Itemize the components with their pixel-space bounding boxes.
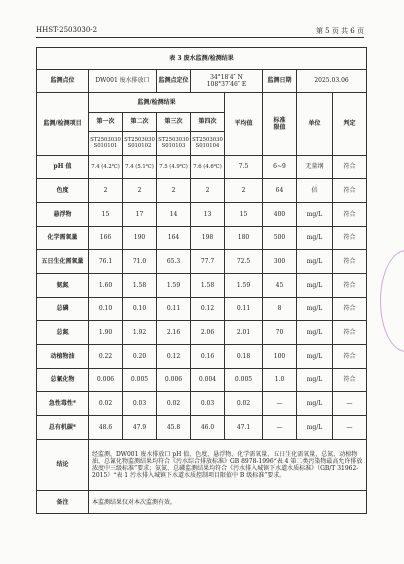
- result-value: 1.92: [123, 321, 157, 345]
- result-value: 166: [89, 226, 123, 250]
- result-value: 0.02: [157, 392, 191, 416]
- limit-value: 300: [263, 250, 297, 274]
- unit-value: mg/L: [297, 273, 333, 297]
- item-name: 色度: [37, 179, 89, 203]
- latitude: 34°18′4″ N: [210, 73, 243, 81]
- result-value: 45.8: [157, 415, 191, 439]
- result-value: 198: [191, 226, 225, 250]
- result-value: 76.1: [89, 250, 123, 274]
- unit-value: mg/L: [297, 368, 333, 392]
- limit-value: —: [263, 415, 297, 439]
- limit-value: —: [263, 392, 297, 416]
- unit-value: mg/L: [297, 321, 333, 345]
- unit-value: mg/L: [297, 392, 333, 416]
- header-rule: [36, 37, 364, 38]
- limit-value: 6~9: [263, 155, 297, 179]
- remark-label: 备注: [37, 491, 89, 514]
- judge-value: 符合: [333, 179, 367, 203]
- result-value: 1.60: [89, 273, 123, 297]
- result-value: 15: [89, 202, 123, 226]
- table-row: [37, 297, 367, 321]
- table-row: [37, 415, 367, 439]
- item-name: 悬浮物: [37, 202, 89, 226]
- average-header: 平均值: [225, 93, 263, 155]
- table-row: [37, 392, 367, 416]
- location-value: [191, 69, 263, 93]
- sample-id: ST2503030 S010102: [123, 131, 157, 155]
- item-name: 总有机碳*: [37, 415, 89, 439]
- result-value: 48.6: [89, 415, 123, 439]
- limit-value: 1.0: [263, 368, 297, 392]
- average-value: 0.11: [225, 297, 263, 321]
- item-name: 化学需氧量: [37, 226, 89, 250]
- result-value: 0.004: [191, 368, 225, 392]
- table-row: [37, 368, 367, 392]
- average-value: 0.02: [225, 392, 263, 416]
- result-value: 0.03: [191, 392, 225, 416]
- result-value: 71.0: [123, 250, 157, 274]
- result-value: 1.58: [191, 273, 225, 297]
- limit-value: 64: [263, 179, 297, 203]
- table-row: [37, 226, 367, 250]
- result-value: 0.16: [191, 344, 225, 368]
- table-row: [37, 179, 367, 203]
- unit-value: mg/L: [297, 250, 333, 274]
- average-value: 72.5: [225, 250, 263, 274]
- item-name: 急性毒性*: [37, 392, 89, 416]
- result-value: 13: [191, 202, 225, 226]
- item-name: 总氰化物: [37, 368, 89, 392]
- judge-value: 符合: [333, 368, 367, 392]
- unit-value: 无量纲: [297, 155, 333, 179]
- unit-value: 倍: [297, 179, 333, 203]
- table-row: [37, 344, 367, 368]
- table-row: [37, 155, 367, 179]
- result-value: 0.10: [89, 297, 123, 321]
- item-name: 氨氮: [37, 273, 89, 297]
- result-value: 0.12: [191, 297, 225, 321]
- result-value: 2: [123, 179, 157, 203]
- run-header: 第三次: [157, 112, 191, 131]
- result-value: 0.006: [89, 368, 123, 392]
- sample-id: ST2503030 S010103: [157, 131, 191, 155]
- result-value: 7.4 (5.1℃): [123, 155, 157, 179]
- run-header: 第一次: [89, 112, 123, 131]
- judge-value: 符合: [333, 321, 367, 345]
- result-value: 0.22: [89, 344, 123, 368]
- limit-value: 400: [263, 202, 297, 226]
- result-value: 14: [157, 202, 191, 226]
- result-value: 0.11: [157, 297, 191, 321]
- longitude: 108°37′46″ E: [206, 80, 247, 88]
- result-value: 0.20: [123, 344, 157, 368]
- sample-id: ST2503030 S010104: [191, 131, 225, 155]
- judge-value: 符合: [333, 344, 367, 368]
- item-header: 监测/检测项目: [37, 93, 89, 155]
- average-value: 0.18: [225, 344, 263, 368]
- item-name: 动植物油: [37, 344, 89, 368]
- table-row: [37, 321, 367, 345]
- report-number: HHST-2503030-2: [36, 26, 98, 34]
- result-value: 2.16: [157, 321, 191, 345]
- result-value: 77.7: [191, 250, 225, 274]
- result-value: 2: [191, 179, 225, 203]
- unit-value: mg/L: [297, 344, 333, 368]
- sample-id: ST2503030 S010101: [89, 131, 123, 155]
- result-value: 0.006: [157, 368, 191, 392]
- judge-value: 符合: [333, 226, 367, 250]
- run-header: 第四次: [191, 112, 225, 131]
- result-value: 164: [157, 226, 191, 250]
- result-value: 7.4 (4.2℃): [89, 155, 123, 179]
- result-value: 1.90: [89, 321, 123, 345]
- average-value: 15: [225, 202, 263, 226]
- table-row: [37, 273, 367, 297]
- judge-value: —: [333, 392, 367, 416]
- judge-value: —: [333, 415, 367, 439]
- average-value: 2.01: [225, 321, 263, 345]
- limit-value: 70: [263, 321, 297, 345]
- result-value: 2.06: [191, 321, 225, 345]
- date-label: 监测日期: [263, 69, 297, 93]
- item-name: 五日生化需氧量: [37, 250, 89, 274]
- result-value: 1.59: [157, 273, 191, 297]
- average-value: 1.59: [225, 273, 263, 297]
- page-number: 第 5 页 共 6 页: [315, 27, 364, 35]
- item-name: 总氮: [37, 321, 89, 345]
- result-value: 17: [123, 202, 157, 226]
- table-row: [37, 202, 367, 226]
- conclusion-label: 结论: [37, 439, 89, 491]
- result-value: 0.12: [157, 344, 191, 368]
- result-value: 0.03: [123, 392, 157, 416]
- judge-header: 判定: [333, 93, 367, 155]
- limit-value: 8: [263, 297, 297, 321]
- table-title: 表 3 废水监测/检测结果: [37, 48, 367, 70]
- result-value: 1.58: [123, 273, 157, 297]
- result-value: 2: [89, 179, 123, 203]
- result-value: 46.0: [191, 415, 225, 439]
- inspection-seal: [380, 250, 404, 352]
- judge-value: 符合: [333, 297, 367, 321]
- wastewater-results-table: [36, 47, 367, 514]
- unit-header: 单位: [297, 93, 333, 155]
- limit-value: 500: [263, 226, 297, 250]
- conclusion-text: 经监测，DW001 废水排放口 pH 值、色度、悬浮物、化学需氧量、五日生化需氧量、总氮、动植物油、总氰化物监测结果均符合《污水综合排放标准》GB 8978-1996“表 4 第二类污染物最高允许排放浓度中三级标准”要求；氨氮、总磷监测结果均符合《污水排入城镇下水道水质标准》（GB/T 31962-2015）“表 1 污水排入城镇下水道水质控制项目限值中 B 级标准”要求。: [89, 439, 367, 491]
- average-value: 47.1: [225, 415, 263, 439]
- limit-header: 标准 限值: [263, 93, 297, 155]
- judge-value: 符合: [333, 250, 367, 274]
- average-value: 7.5: [225, 155, 263, 179]
- result-value: 7.5 (4.9℃): [157, 155, 191, 179]
- unit-value: mg/L: [297, 415, 333, 439]
- average-value: 180: [225, 226, 263, 250]
- table-row: [37, 250, 367, 274]
- date-value: 2025.03.06: [297, 69, 367, 93]
- limit-value: 100: [263, 344, 297, 368]
- judge-value: 符合: [333, 155, 367, 179]
- remark-text: 本监测结果仅对本次监测有效。: [89, 491, 367, 514]
- result-value: 0.005: [123, 368, 157, 392]
- unit-value: mg/L: [297, 226, 333, 250]
- result-value: 47.9: [123, 415, 157, 439]
- item-name: 总磷: [37, 297, 89, 321]
- average-value: 2: [225, 179, 263, 203]
- point-value: DW001 废水排放口: [89, 69, 157, 93]
- result-value: 2: [157, 179, 191, 203]
- result-value: 0.02: [89, 392, 123, 416]
- results-header: 监测/检测结果: [89, 93, 225, 112]
- judge-value: 符合: [333, 202, 367, 226]
- run-header: 第二次: [123, 112, 157, 131]
- result-value: 0.10: [123, 297, 157, 321]
- limit-value: 45: [263, 273, 297, 297]
- judge-value: 符合: [333, 273, 367, 297]
- average-value: 0.005: [225, 368, 263, 392]
- unit-value: mg/L: [297, 297, 333, 321]
- location-label: 监测点定位: [157, 69, 191, 93]
- unit-value: mg/L: [297, 202, 333, 226]
- point-label: 监测点位: [37, 69, 89, 93]
- result-value: 65.3: [157, 250, 191, 274]
- result-value: 7.6 (4.6℃): [191, 155, 225, 179]
- result-value: 190: [123, 226, 157, 250]
- item-name: pH 值: [37, 155, 89, 179]
